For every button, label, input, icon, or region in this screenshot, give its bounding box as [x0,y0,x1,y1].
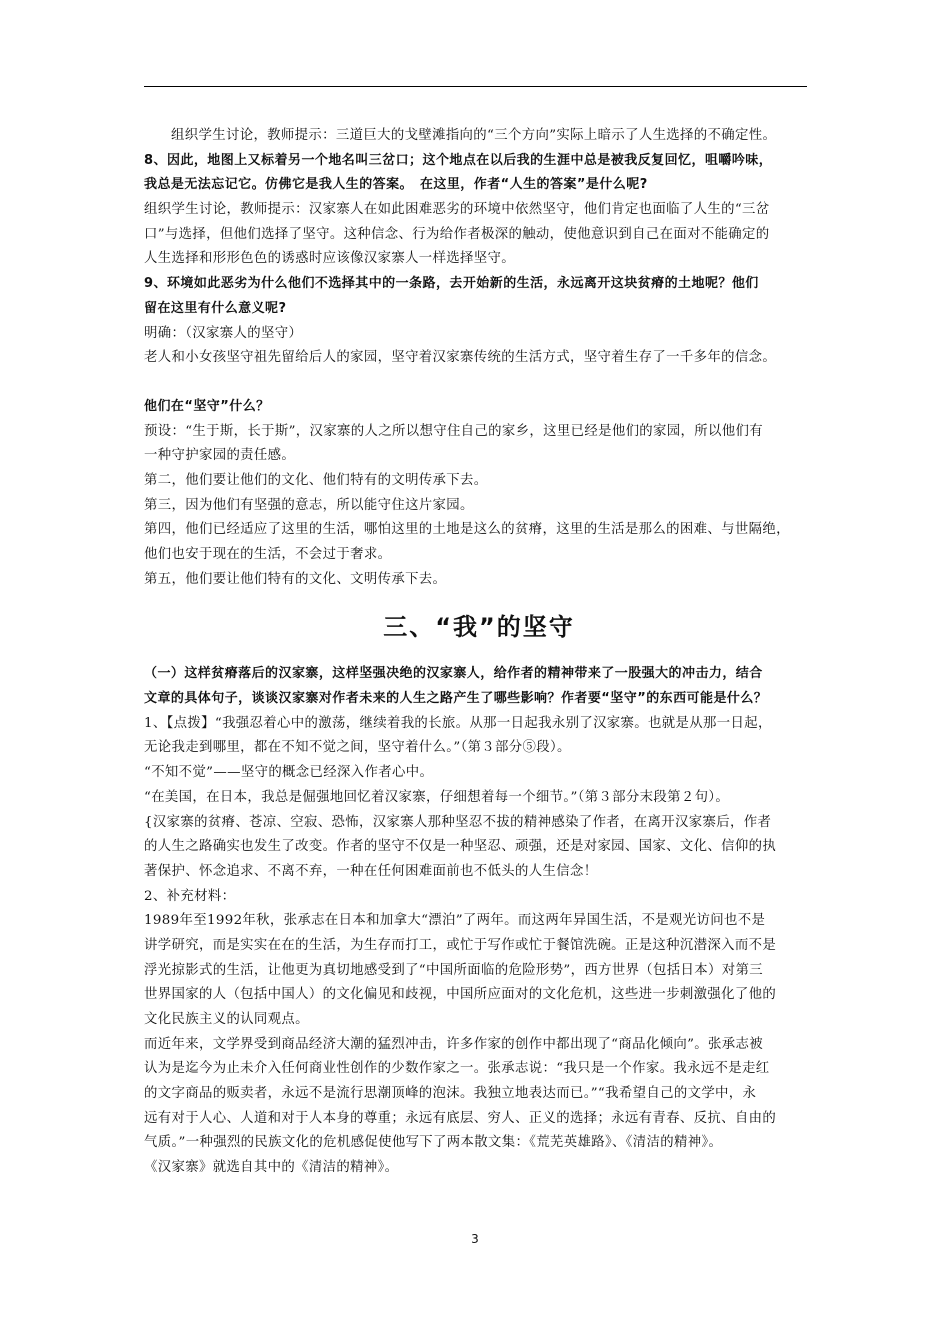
paragraph-line: 人生选择和形形色色的诱惑时应该像汉家寨人一样选择坚守。 [144,251,515,267]
paragraph-line: 第五，他们要让他们特有的文化、文明传承下去。 [144,571,447,587]
paragraph-line: 讲学研究，而是实实在在的生活，为生存而打工，或忙于写作或忙于餐馆洗碗。正是这种沉潜深入而不是 [144,937,777,953]
question-line: 他们在“坚守”什么？ [144,398,270,414]
paragraph-line: 组织学生讨论，教师提示：汉家寨人在如此困难恶劣的环境中依然坚守，他们肯定也面临了人生的“三岔 [144,202,770,218]
paragraph-line: “在美国，在日本，我总是倔强地回忆着汉家寨，仔细想着每一个细节。”（第３部分末段第２句）。 [144,789,730,805]
paragraph-line: 老人和小女孩坚守祖先留给后人的家园，坚守着汉家寨传统的生活方式，坚守着生存了一千多年的信念。 [144,350,777,366]
question-line: 9、环境如此恶劣为什么他们不选择其中的一条路，去开始新的生活，永远离开这块贫瘠的土地呢？他们 [144,276,759,292]
paragraph-line: {汉家寨的贫瘠、苍凉、空寂、恐怖，汉家寨人那种坚忍不拔的精神感染了作者，在离开汉家寨后，作者 [144,814,772,830]
paragraph-line: “不知不觉”——坚守的概念已经深入作者心中。 [144,765,434,781]
question-line: 我总是无法忘记它。仿佛它是我人生的答案。 在这里，作者“人生的答案”是什么呢? [144,177,648,193]
question-line: 8、因此，地图上又标着另一个地名叫三岔口；这个地点在以后我的生涯中总是被我反复回忆，咀嚼吟味， [144,152,773,168]
paragraph-line: 世界国家的人（包括中国人）的文化偏见和歧视，中国所应面对的文化危机，这些进一步刺激强化了他的 [144,987,777,1003]
question-line: 文章的具体句子，谈谈汉家寨对作者未来的人生之路产生了哪些影响？作者要“坚守”的东西可能是什么？ [144,691,768,707]
blank-line [144,371,814,395]
paragraph-line: 明确：（汉家寨人的坚守） [144,325,303,341]
paragraph-line: 而近年来，文学界受到商品经济大潮的猛烈冲击，许多作家的创作中都出现了“商品化倾向”。张承志被 [144,1036,763,1052]
paragraph-line: 认为是迄今为止未介入任何商业性创作的少数作家之一。张承志说：“我只是一个作家。我永远不是走红 [144,1061,770,1077]
paragraph-line: 预设：“生于斯，长于斯”，汉家寨的人之所以想守住自己的家乡，这里已经是他们的家园，所以他们有 [144,423,763,439]
paragraph-line: 《汉家寨》就选自其中的《清洁的精神》。 [144,1160,399,1176]
document-body [144,124,814,1181]
paragraph-line: 气质。”一种强烈的民族文化的危机感促使他写下了两本散文集：《荒芜英雄路》、《清洁的精神》。 [144,1135,723,1151]
question-line: （一）这样贫瘠落后的汉家寨，这样坚强决绝的汉家寨人，给作者的精神带来了一股强大的冲击力，结合 [144,666,763,682]
question-line: 留在这里有什么意义呢? [144,300,287,316]
page-number: 3 [471,1232,479,1246]
paragraph-line: 无论我走到哪里，都在不知不觉之间，坚守着什么。”（第３部分⑤段）。 [144,740,571,756]
paragraph-line: 1989年至1992年秋，张承志在日本和加拿大“漂泊”了两年。而这两年异国生活，不是观光访问也不是 [144,913,766,929]
paragraph-line: 文化民族主义的认同观点。 [144,1012,309,1027]
paragraph-line: 一种守护家园的责任感。 [144,448,296,464]
paragraph-line: 第四，他们已经适应了这里的生活，哪怕这里的土地是这么的贫瘠，这里的生活是那么的困难、与世隔绝， [144,522,790,538]
paragraph-line: 的文字商品的贩卖者，永远不是流行思潮顶峰的泡沫。我独立地表达而已。”“我希望自己的文学中，永 [144,1086,757,1102]
paragraph-line: 2、补充材料： [144,888,236,904]
paragraph-line: 远有对于人心、人道和对于人本身的尊重；永远有底层、穷人、正义的选择；永远有青春、反抗、自由的 [144,1110,777,1126]
header-rule [144,86,807,87]
paragraph-line: 他们也安于现在的生活，不会过于奢求。 [144,547,392,562]
paragraph-line: 著保护、怀念追求、不离不弃，一种在任何困难面前也不低头的人生信念！ [144,863,598,879]
paragraph-line: 第二，他们要让他们的文化、他们特有的文明传承下去。 [144,472,488,488]
paragraph-line: 组织学生讨论，教师提示：三道巨大的戈壁滩指向的“三个方向”实际上暗示了人生选择的不确定性。 [171,128,777,143]
section-heading: 三、“我”的坚守 [383,613,575,642]
paragraph-line: 浮光掠影式的生活，让他更为真切地感受到了“中国所面临的危险形势”，西方世界（包括日本）对第三 [144,962,763,978]
paragraph-line: 口”与选择，但他们选择了坚守。这种信念、行为给作者极深的触动，使他意识到自己在面对不能确定的 [144,226,770,242]
paragraph-line: 的人生之路确实也发生了改变。作者的坚守不仅是一种坚忍、顽强，还是对家园、国家、文化、信仰的执 [144,839,777,855]
paragraph-line: 第三，因为他们有坚强的意志，所以能守住这片家园。 [144,497,474,513]
paragraph-line: 1、【点拨】“我强忍着心中的激荡，继续着我的长旅。从那一日起我永别了汉家寨。也就是从那一日起， [144,715,772,731]
